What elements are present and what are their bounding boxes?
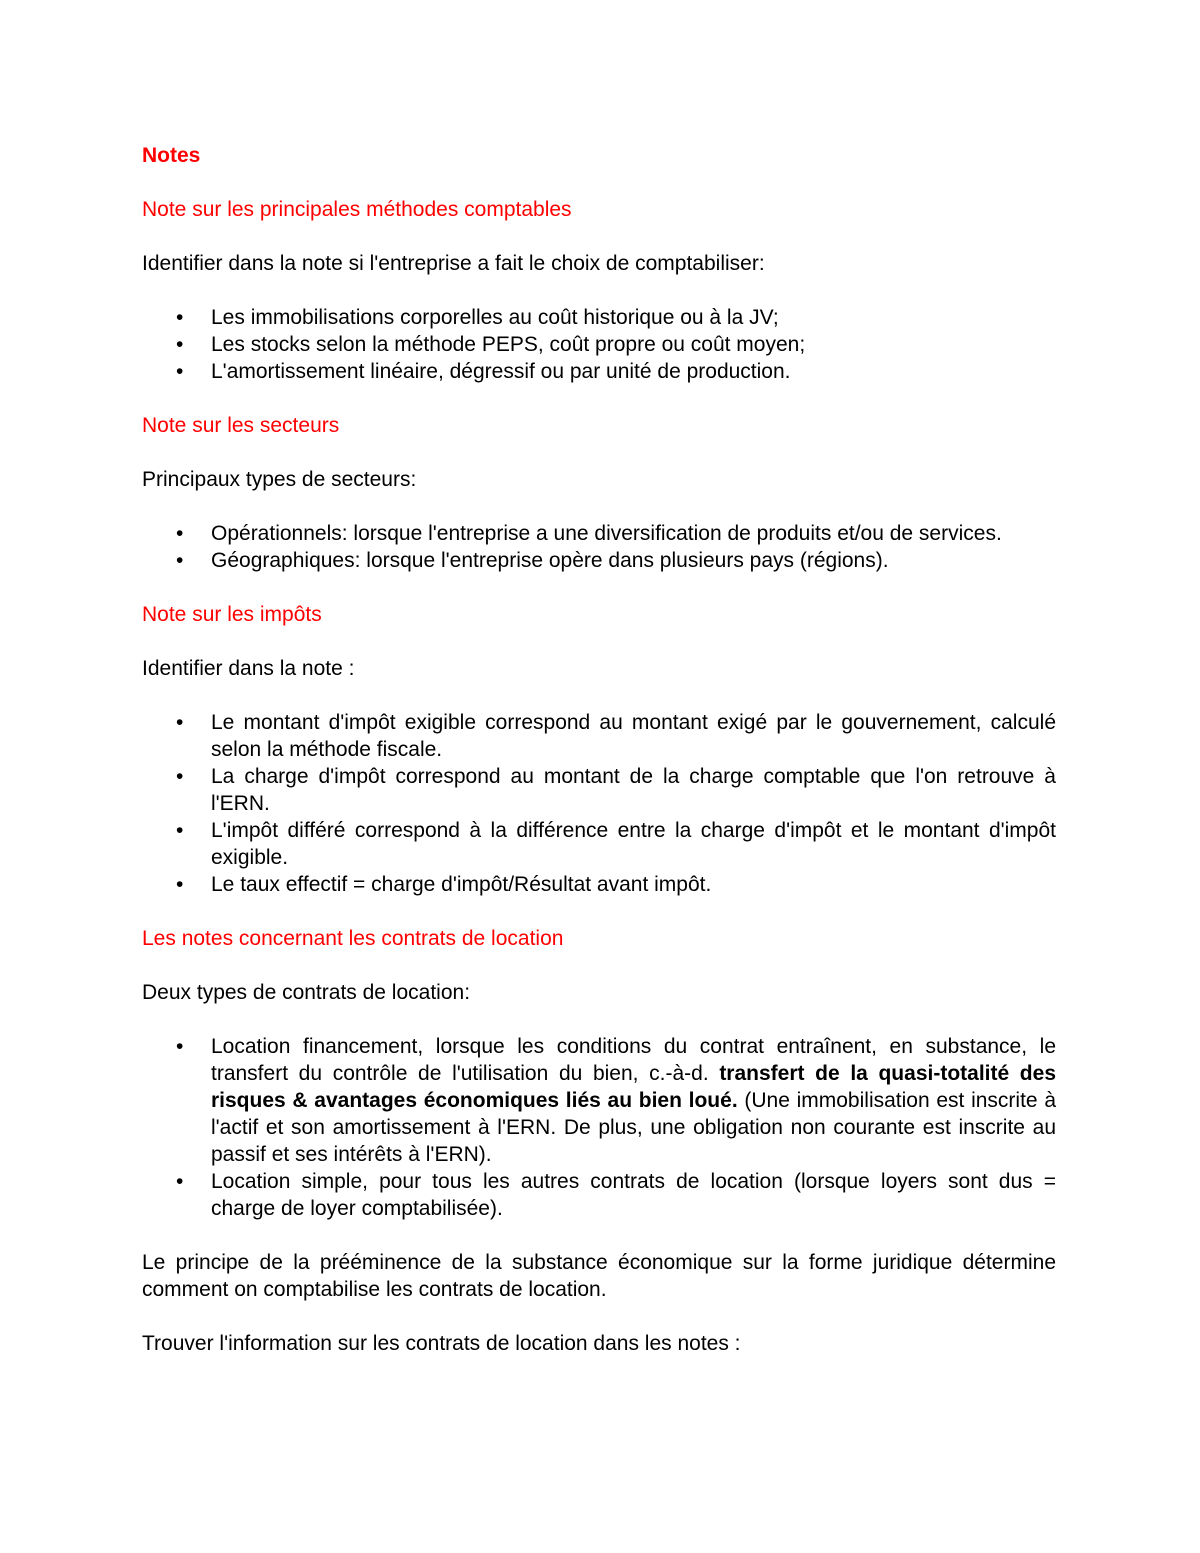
section-intro-secteurs: Principaux types de secteurs: xyxy=(142,468,417,491)
list-item: • La charge d'impôt correspond au montant de la charge comptable que l'on retrouve à l'ERN. xyxy=(176,765,1056,815)
bullet-icon: • xyxy=(176,819,184,842)
section-intro-methodes: Identifier dans la note si l'entreprise a fait le choix de comptabiliser: xyxy=(142,252,765,275)
bullet-list-impots xyxy=(142,709,1056,898)
bullet-icon: • xyxy=(176,873,184,896)
list-item: • Les stocks selon la méthode PEPS, coût propre ou coût moyen; xyxy=(176,333,806,356)
list-item: • Opérationnels: lorsque l'entreprise a une diversification de produits et/ou de services. xyxy=(176,522,1002,545)
list-item xyxy=(142,1033,1056,1168)
list-item: • Le taux effectif = charge d'impôt/Résultat avant impôt. xyxy=(176,873,712,896)
document-title: Notes xyxy=(142,144,201,167)
list-item xyxy=(142,1168,1056,1222)
list-item: • L'impôt différé correspond à la différence entre la charge d'impôt et le montant d'impôt exigible. xyxy=(176,819,1056,869)
bullet-icon: • xyxy=(176,522,184,545)
bullet-list-methodes xyxy=(142,304,1056,385)
bullet-icon: • xyxy=(176,306,184,329)
section-intro-location: Deux types de contrats de location: xyxy=(142,981,471,1004)
bullet-icon: • xyxy=(176,1170,184,1193)
bullet-icon: • xyxy=(176,711,184,734)
principle-paragraph: Le principe de la prééminence de la substance économique sur la forme juridique détermine comment on comptabilise les contrats de location. xyxy=(142,1251,1056,1301)
location-financement-text: Location financement, lorsque les conditions du contrat entraînent, en substance, le transfert du contrôle de l'utilisation du bien, c.-à-d. xyxy=(211,1035,1056,1085)
find-information-paragraph: Trouver l'information sur les contrats de location dans les notes : xyxy=(142,1332,741,1355)
location-simple-text: Location simple, pour tous les autres contrats de location (lorsque loyers sont dus = charge de loyer comptabilisée). xyxy=(211,1170,1056,1220)
document-page xyxy=(142,142,1056,1384)
list-item: • L'amortissement linéaire, dégressif ou par unité de production. xyxy=(176,360,791,383)
section-heading-methodes: Note sur les principales méthodes comptables xyxy=(142,198,572,221)
location-financement-emphasis: transfert de la quasi-totalité des risques & avantages économiques liés au bien loué. xyxy=(211,1062,1056,1112)
list-item: • Géographiques: lorsque l'entreprise opère dans plusieurs pays (régions). xyxy=(176,549,889,572)
bullet-icon: • xyxy=(176,1035,184,1058)
section-intro-impots: Identifier dans la note : xyxy=(142,657,355,680)
bullet-list-location xyxy=(142,1033,1056,1222)
bullet-icon: • xyxy=(176,360,184,383)
bullet-icon: • xyxy=(176,333,184,356)
bullet-icon: • xyxy=(176,549,184,572)
location-financement-details: (Une immobilisation est inscrite à l'actif et son amortissement à l'ERN. De plus, une obligation non courante est inscrite au passif et ses intérêts à l'ERN). xyxy=(211,1089,1056,1166)
section-heading-impots: Note sur les impôts xyxy=(142,603,322,626)
section-heading-location: Les notes concernant les contrats de location xyxy=(142,927,564,950)
list-item: • Les immobilisations corporelles au coût historique ou à la JV; xyxy=(176,306,779,329)
section-heading-secteurs: Note sur les secteurs xyxy=(142,414,340,437)
list-item: • Le montant d'impôt exigible correspond au montant exigé par le gouvernement, calculé selon la méthode fiscale. xyxy=(176,711,1056,761)
bullet-icon: • xyxy=(176,765,184,788)
bullet-list-secteurs xyxy=(142,520,1056,574)
